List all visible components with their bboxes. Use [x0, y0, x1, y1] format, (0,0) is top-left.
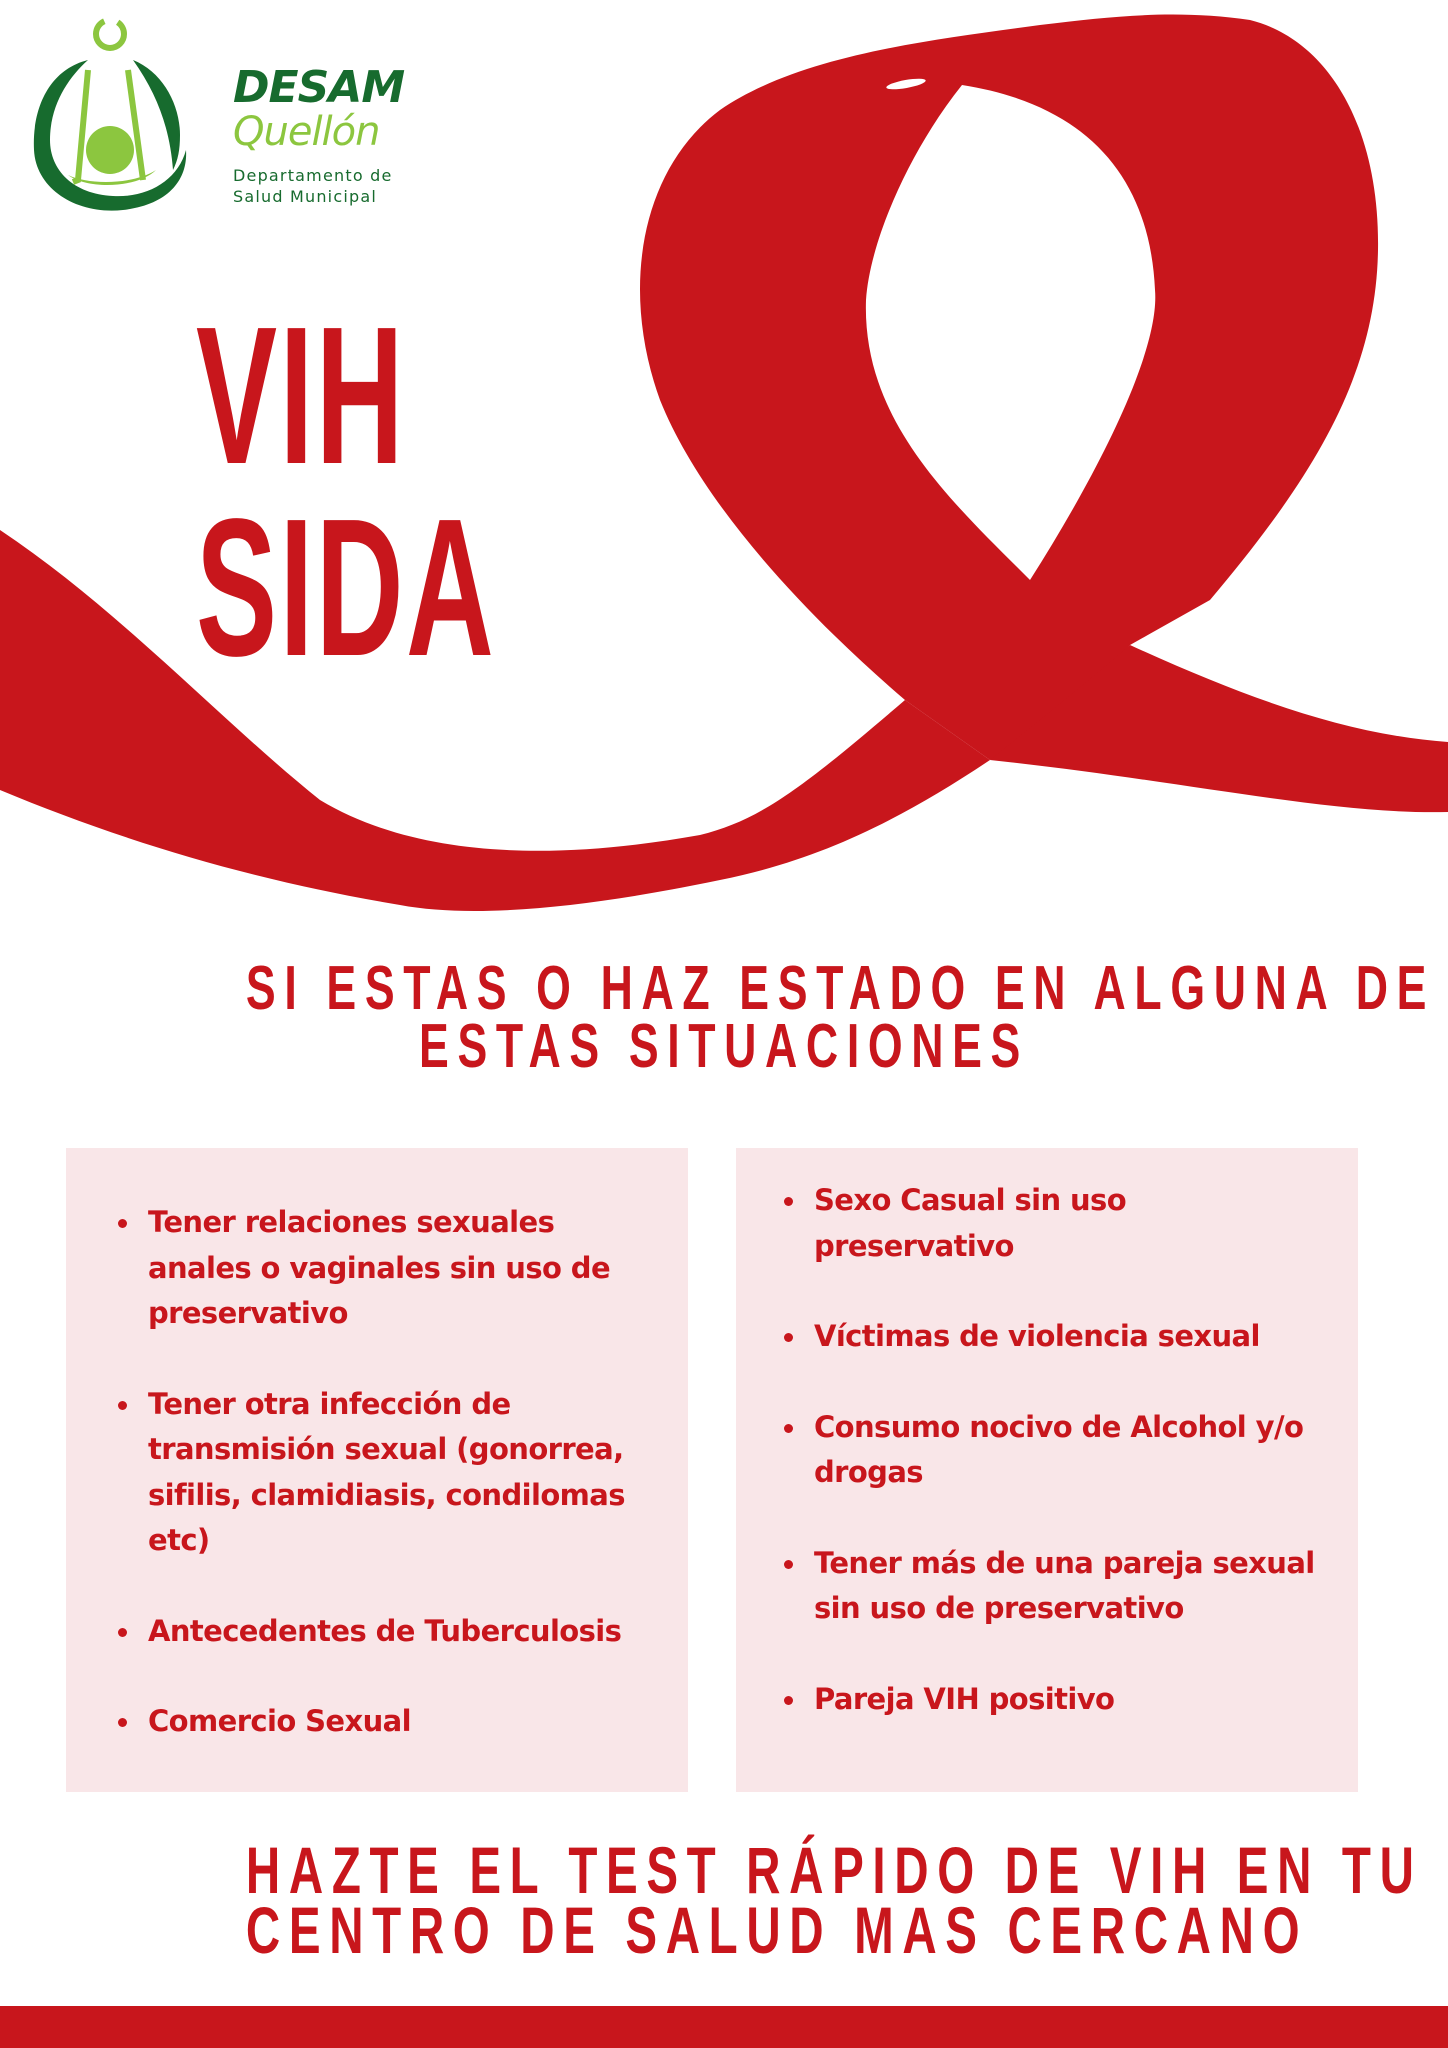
logo-text	[233, 62, 405, 207]
list-item: Comercio Sexual	[118, 1699, 658, 1745]
list-item: Tener otra infección de transmisión sexual (gonorrea, sifilis, clamidiasis, condilomas etc)	[118, 1382, 658, 1564]
footer-bar	[0, 2006, 1448, 2048]
call-to-action-line2: CENTRO DE SALUD MAS CERCANO	[245, 1893, 1309, 1967]
situations-heading-line1: SI ESTAS O HAZ ESTADO EN ALGUNA DE	[245, 954, 1436, 1023]
person-tent-circle-logo-icon	[28, 10, 198, 215]
hero-title-line2: SIDA	[196, 478, 497, 697]
desam-logo	[28, 10, 405, 215]
list-item: Pareja VIH positivo	[784, 1677, 1328, 1723]
situations-list-left	[118, 1200, 658, 1790]
logo-name: DESAM	[233, 62, 405, 113]
list-item: Antecedentes de Tuberculosis	[118, 1609, 658, 1655]
logo-subtitle	[233, 165, 404, 207]
logo-city: Quellón	[233, 109, 380, 155]
logo-subtitle-line1: Departamento de	[233, 166, 393, 185]
situations-list-right	[784, 1178, 1328, 1767]
list-item: Víctimas de violencia sexual	[784, 1314, 1328, 1360]
hero-title	[196, 286, 680, 697]
list-item: Tener más de una pareja sexual sin uso de preservativo	[784, 1541, 1328, 1632]
list-item: Sexo Casual sin uso preservativo	[784, 1178, 1328, 1269]
call-to-action-line1: HAZTE EL TEST RÁPIDO DE VIH EN TU	[245, 1833, 1423, 1907]
situations-heading-line2: ESTAS SITUACIONES	[419, 1012, 1029, 1081]
hero-title-line1: VIH	[196, 286, 407, 505]
logo-subtitle-line2: Salud Municipal	[233, 187, 377, 206]
list-item: Consumo nocivo de Alcohol y/o drogas	[784, 1405, 1328, 1496]
call-to-action	[60, 1833, 1423, 1967]
list-item: Tener relaciones sexuales anales o vaginales sin uso de preservativo	[118, 1200, 658, 1337]
situations-panel-left	[66, 1148, 688, 1792]
situations-heading	[60, 954, 1436, 1081]
situations-panel-right	[736, 1148, 1358, 1792]
